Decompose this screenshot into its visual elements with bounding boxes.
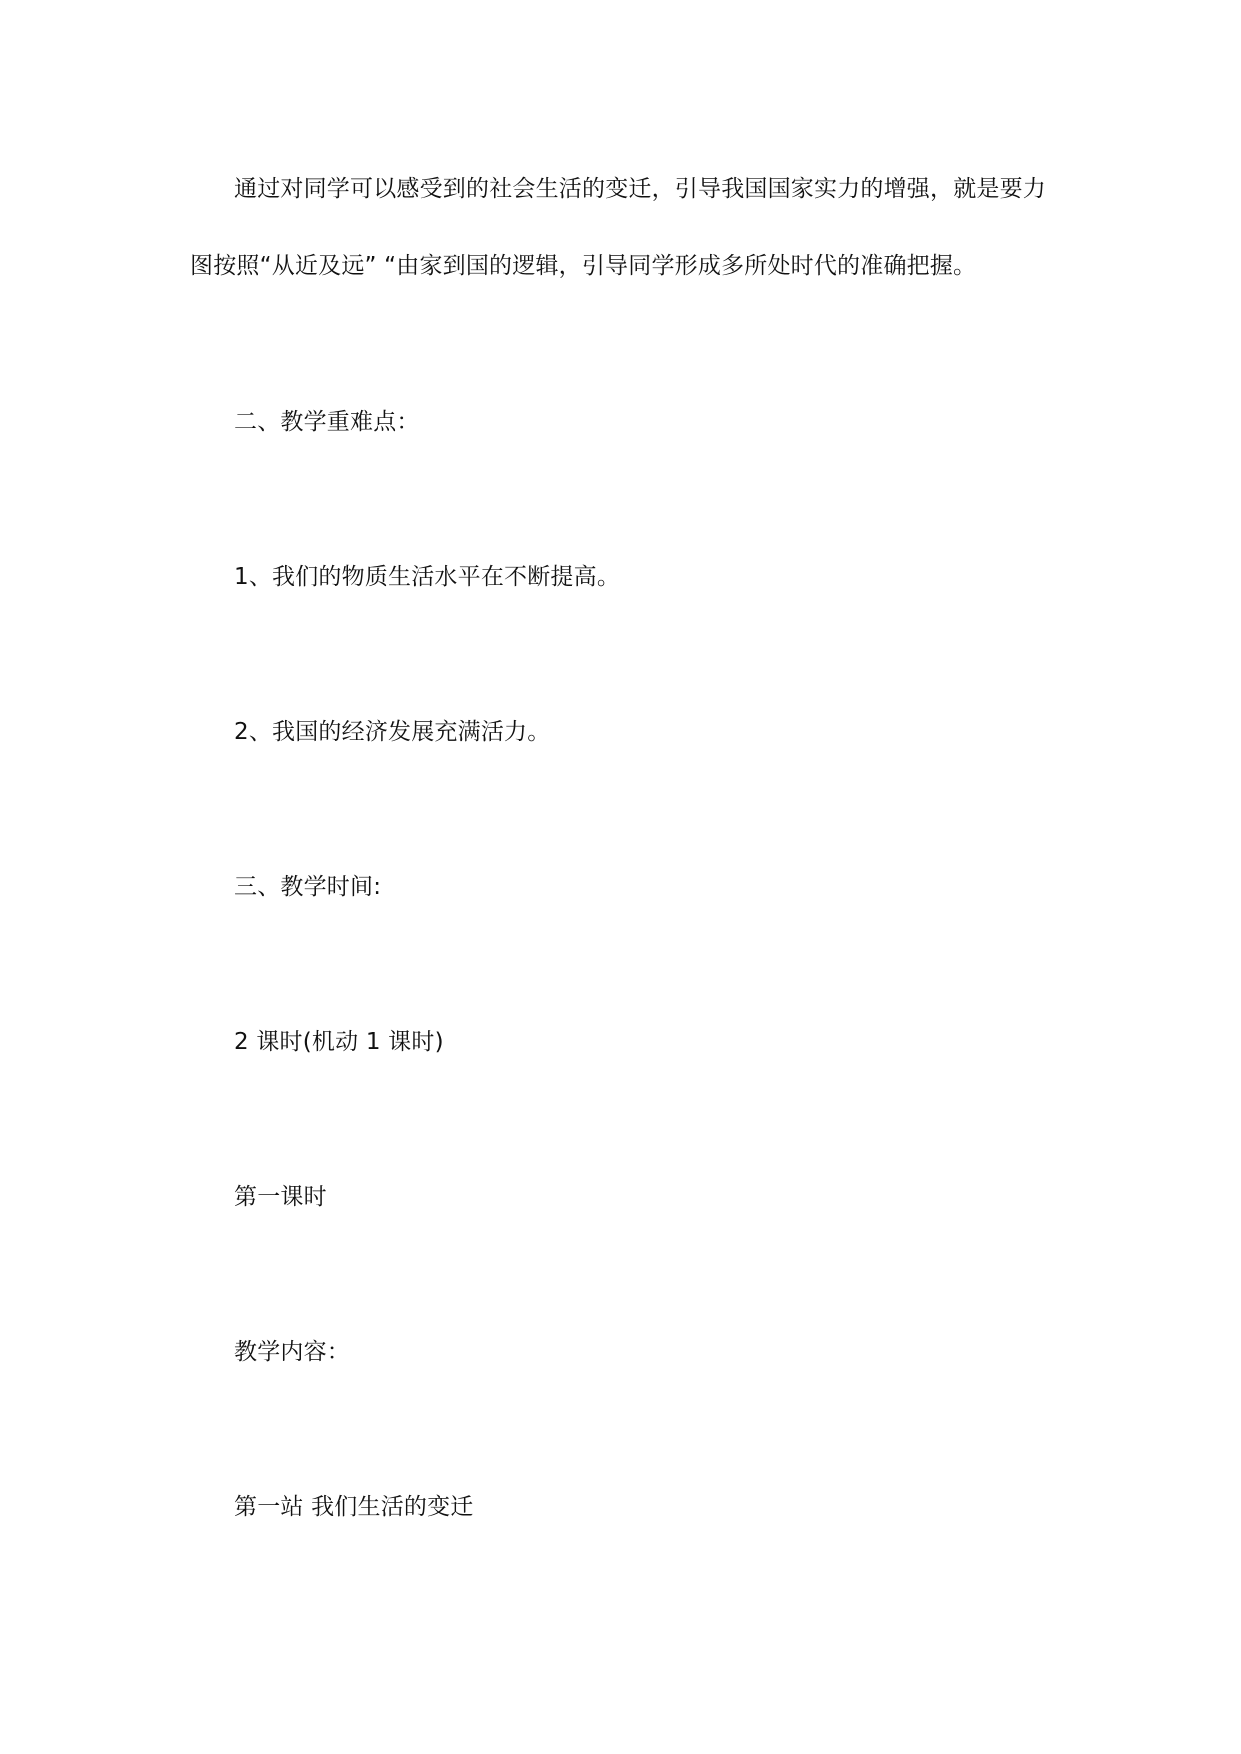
section-heading-time: 三、教学时间: <box>234 874 382 900</box>
section-heading-difficulties: 二、教学重难点： <box>234 409 420 435</box>
time-value: 2 课时(机动 1 课时) <box>234 1029 444 1055</box>
paragraph-line-1: 通过对同学可以感受到的社会生活的变迁，引导我国国家实力的增强，就是要力 <box>234 176 1046 202</box>
content-heading: 教学内容： <box>234 1339 350 1365</box>
key-point-1: 1、我们的物质生活水平在不断提高。 <box>234 564 621 590</box>
paragraph-line-2: 图按照“从近及远” “由家到国的逻辑，引导同学形成多所处时代的准确把握。 <box>190 253 977 279</box>
lesson-title: 第一课时 <box>234 1184 327 1210</box>
key-point-2: 2、我国的经济发展充满活力。 <box>234 719 551 745</box>
station-title: 第一站 我们生活的变迁 <box>234 1494 474 1520</box>
